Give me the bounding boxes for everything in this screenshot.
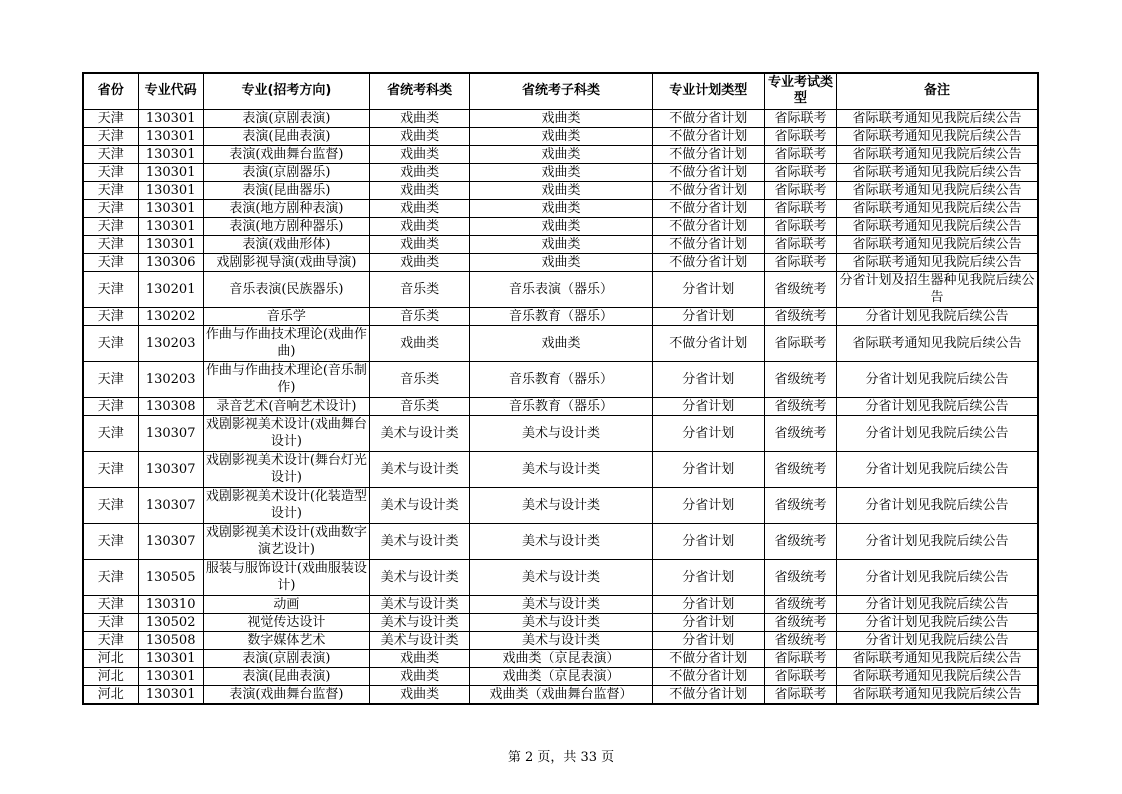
cell-exam-type: 省际联考 bbox=[764, 325, 836, 361]
cell-major-name: 戏剧影视美术设计(舞台灯光设计) bbox=[203, 451, 369, 487]
cell-exam-category: 戏曲类 bbox=[370, 109, 470, 127]
cell-plan-type: 分省计划 bbox=[652, 271, 764, 307]
cell-exam-category: 美术与设计类 bbox=[370, 451, 470, 487]
cell-province: 天津 bbox=[83, 487, 138, 523]
cell-remark: 省际联考通知见我院后续公告 bbox=[837, 217, 1038, 235]
cell-major-code: 130301 bbox=[138, 649, 203, 667]
cell-province: 天津 bbox=[83, 253, 138, 271]
cell-major-name: 表演(京剧表演) bbox=[203, 109, 369, 127]
cell-province: 天津 bbox=[83, 217, 138, 235]
cell-exam-subcategory: 美术与设计类 bbox=[470, 487, 652, 523]
cell-plan-type: 分省计划 bbox=[652, 487, 764, 523]
table-row bbox=[83, 307, 1038, 325]
cell-exam-category: 美术与设计类 bbox=[370, 559, 470, 595]
cell-exam-category: 美术与设计类 bbox=[370, 595, 470, 613]
table-row bbox=[83, 595, 1038, 613]
cell-major-code: 130508 bbox=[138, 631, 203, 649]
cell-plan-type: 分省计划 bbox=[652, 361, 764, 397]
cell-remark: 省际联考通知见我院后续公告 bbox=[837, 127, 1038, 145]
cell-exam-category: 戏曲类 bbox=[370, 667, 470, 685]
cell-major-code: 130301 bbox=[138, 667, 203, 685]
cell-plan-type: 分省计划 bbox=[652, 523, 764, 559]
cell-exam-type: 省际联考 bbox=[764, 685, 836, 704]
cell-major-name: 戏剧影视美术设计(戏曲舞台设计) bbox=[203, 415, 369, 451]
cell-exam-category: 美术与设计类 bbox=[370, 523, 470, 559]
cell-remark: 分省计划及招生器种见我院后续公告 bbox=[837, 271, 1038, 307]
cell-plan-type: 不做分省计划 bbox=[652, 163, 764, 181]
cell-exam-type: 省际联考 bbox=[764, 649, 836, 667]
cell-exam-subcategory: 戏曲类（京昆表演） bbox=[470, 649, 652, 667]
table-row bbox=[83, 685, 1038, 704]
cell-province: 天津 bbox=[83, 595, 138, 613]
cell-plan-type: 分省计划 bbox=[652, 397, 764, 415]
cell-province: 天津 bbox=[83, 523, 138, 559]
cell-exam-type: 省级统考 bbox=[764, 397, 836, 415]
cell-province: 天津 bbox=[83, 235, 138, 253]
cell-major-name: 表演(昆曲表演) bbox=[203, 127, 369, 145]
cell-exam-type: 省级统考 bbox=[764, 361, 836, 397]
table-row bbox=[83, 559, 1038, 595]
cell-major-name: 录音艺术(音响艺术设计) bbox=[203, 397, 369, 415]
cell-remark: 分省计划见我院后续公告 bbox=[837, 559, 1038, 595]
cell-exam-type: 省级统考 bbox=[764, 487, 836, 523]
admissions-table bbox=[82, 72, 1039, 705]
cell-province: 天津 bbox=[83, 451, 138, 487]
table-row bbox=[83, 667, 1038, 685]
cell-major-name: 戏剧影视美术设计(戏曲数字演艺设计) bbox=[203, 523, 369, 559]
cell-major-code: 130301 bbox=[138, 181, 203, 199]
cell-exam-type: 省级统考 bbox=[764, 613, 836, 631]
table-row bbox=[83, 127, 1038, 145]
table-row bbox=[83, 271, 1038, 307]
cell-exam-subcategory: 美术与设计类 bbox=[470, 415, 652, 451]
cell-exam-type: 省级统考 bbox=[764, 307, 836, 325]
cell-exam-subcategory: 戏曲类 bbox=[470, 217, 652, 235]
cell-exam-category: 戏曲类 bbox=[370, 235, 470, 253]
header-exam-type: 专业考试类型 bbox=[764, 73, 836, 109]
cell-exam-type: 省级统考 bbox=[764, 415, 836, 451]
cell-remark: 分省计划见我院后续公告 bbox=[837, 397, 1038, 415]
table-row bbox=[83, 631, 1038, 649]
table-row bbox=[83, 397, 1038, 415]
cell-exam-category: 美术与设计类 bbox=[370, 415, 470, 451]
cell-exam-subcategory: 美术与设计类 bbox=[470, 523, 652, 559]
cell-exam-category: 戏曲类 bbox=[370, 685, 470, 704]
table-row bbox=[83, 523, 1038, 559]
cell-major-name: 作曲与作曲技术理论(戏曲作曲) bbox=[203, 325, 369, 361]
cell-major-name: 服装与服饰设计(戏曲服装设计) bbox=[203, 559, 369, 595]
cell-major-code: 130301 bbox=[138, 685, 203, 704]
cell-remark: 分省计划见我院后续公告 bbox=[837, 613, 1038, 631]
cell-exam-type: 省际联考 bbox=[764, 145, 836, 163]
cell-plan-type: 不做分省计划 bbox=[652, 649, 764, 667]
cell-exam-subcategory: 戏曲类 bbox=[470, 109, 652, 127]
cell-plan-type: 不做分省计划 bbox=[652, 199, 764, 217]
cell-exam-type: 省际联考 bbox=[764, 253, 836, 271]
table-row bbox=[83, 253, 1038, 271]
cell-exam-type: 省际联考 bbox=[764, 667, 836, 685]
cell-remark: 分省计划见我院后续公告 bbox=[837, 595, 1038, 613]
cell-exam-type: 省级统考 bbox=[764, 523, 836, 559]
header-major-name: 专业(招考方向) bbox=[203, 73, 369, 109]
cell-major-name: 数字媒体艺术 bbox=[203, 631, 369, 649]
cell-plan-type: 不做分省计划 bbox=[652, 667, 764, 685]
cell-exam-subcategory: 戏曲类 bbox=[470, 235, 652, 253]
cell-exam-subcategory: 戏曲类 bbox=[470, 325, 652, 361]
cell-exam-category: 戏曲类 bbox=[370, 649, 470, 667]
cell-remark: 分省计划见我院后续公告 bbox=[837, 523, 1038, 559]
cell-plan-type: 不做分省计划 bbox=[652, 145, 764, 163]
cell-exam-subcategory: 美术与设计类 bbox=[470, 613, 652, 631]
cell-plan-type: 分省计划 bbox=[652, 595, 764, 613]
cell-major-code: 130301 bbox=[138, 145, 203, 163]
cell-major-code: 130203 bbox=[138, 361, 203, 397]
cell-exam-subcategory: 美术与设计类 bbox=[470, 595, 652, 613]
cell-exam-type: 省际联考 bbox=[764, 127, 836, 145]
cell-major-name: 视觉传达设计 bbox=[203, 613, 369, 631]
cell-major-name: 表演(京剧器乐) bbox=[203, 163, 369, 181]
cell-exam-type: 省际联考 bbox=[764, 235, 836, 253]
cell-province: 天津 bbox=[83, 163, 138, 181]
cell-exam-category: 美术与设计类 bbox=[370, 487, 470, 523]
cell-province: 天津 bbox=[83, 631, 138, 649]
cell-province: 天津 bbox=[83, 415, 138, 451]
cell-exam-type: 省际联考 bbox=[764, 181, 836, 199]
header-major-code: 专业代码 bbox=[138, 73, 203, 109]
cell-major-code: 130505 bbox=[138, 559, 203, 595]
cell-remark: 省际联考通知见我院后续公告 bbox=[837, 163, 1038, 181]
table-body bbox=[83, 109, 1038, 704]
cell-plan-type: 分省计划 bbox=[652, 559, 764, 595]
cell-exam-category: 戏曲类 bbox=[370, 199, 470, 217]
cell-remark: 分省计划见我院后续公告 bbox=[837, 451, 1038, 487]
cell-plan-type: 不做分省计划 bbox=[652, 685, 764, 704]
cell-remark: 分省计划见我院后续公告 bbox=[837, 361, 1038, 397]
header-province: 省份 bbox=[83, 73, 138, 109]
cell-major-code: 130301 bbox=[138, 217, 203, 235]
cell-exam-category: 音乐类 bbox=[370, 307, 470, 325]
cell-major-code: 130301 bbox=[138, 127, 203, 145]
table-row bbox=[83, 451, 1038, 487]
header-remark: 备注 bbox=[837, 73, 1038, 109]
cell-exam-subcategory: 音乐教育（器乐） bbox=[470, 397, 652, 415]
cell-major-name: 表演(昆曲器乐) bbox=[203, 181, 369, 199]
cell-exam-type: 省级统考 bbox=[764, 451, 836, 487]
cell-major-name: 表演(京剧表演) bbox=[203, 649, 369, 667]
cell-exam-category: 美术与设计类 bbox=[370, 613, 470, 631]
cell-remark: 省际联考通知见我院后续公告 bbox=[837, 685, 1038, 704]
cell-major-name: 作曲与作曲技术理论(音乐制作) bbox=[203, 361, 369, 397]
cell-remark: 分省计划见我院后续公告 bbox=[837, 487, 1038, 523]
cell-province: 天津 bbox=[83, 127, 138, 145]
cell-plan-type: 不做分省计划 bbox=[652, 235, 764, 253]
cell-remark: 省际联考通知见我院后续公告 bbox=[837, 253, 1038, 271]
cell-major-code: 130310 bbox=[138, 595, 203, 613]
cell-exam-category: 戏曲类 bbox=[370, 217, 470, 235]
cell-remark: 分省计划见我院后续公告 bbox=[837, 415, 1038, 451]
cell-major-code: 130301 bbox=[138, 235, 203, 253]
cell-exam-subcategory: 戏曲类 bbox=[470, 199, 652, 217]
cell-remark: 省际联考通知见我院后续公告 bbox=[837, 667, 1038, 685]
header-row bbox=[83, 73, 1038, 109]
cell-major-code: 130301 bbox=[138, 199, 203, 217]
table-row bbox=[83, 613, 1038, 631]
cell-exam-category: 戏曲类 bbox=[370, 145, 470, 163]
table-row bbox=[83, 109, 1038, 127]
header-exam-subcategory: 省统考子科类 bbox=[470, 73, 652, 109]
table-row bbox=[83, 235, 1038, 253]
cell-exam-type: 省际联考 bbox=[764, 199, 836, 217]
cell-exam-subcategory: 戏曲类（戏曲舞台监督） bbox=[470, 685, 652, 704]
cell-major-name: 音乐表演(民族器乐) bbox=[203, 271, 369, 307]
cell-exam-subcategory: 美术与设计类 bbox=[470, 451, 652, 487]
cell-plan-type: 不做分省计划 bbox=[652, 181, 764, 199]
header-exam-category: 省统考科类 bbox=[370, 73, 470, 109]
cell-major-name: 音乐学 bbox=[203, 307, 369, 325]
cell-exam-type: 省级统考 bbox=[764, 595, 836, 613]
cell-major-name: 表演(地方剧种表演) bbox=[203, 199, 369, 217]
cell-major-code: 130307 bbox=[138, 487, 203, 523]
cell-province: 天津 bbox=[83, 307, 138, 325]
table-row bbox=[83, 361, 1038, 397]
cell-exam-subcategory: 戏曲类 bbox=[470, 145, 652, 163]
cell-exam-type: 省际联考 bbox=[764, 163, 836, 181]
cell-remark: 省际联考通知见我院后续公告 bbox=[837, 109, 1038, 127]
table-row bbox=[83, 163, 1038, 181]
cell-exam-subcategory: 音乐教育（器乐） bbox=[470, 361, 652, 397]
cell-exam-category: 音乐类 bbox=[370, 361, 470, 397]
cell-major-code: 130307 bbox=[138, 415, 203, 451]
header-plan-type: 专业计划类型 bbox=[652, 73, 764, 109]
cell-plan-type: 不做分省计划 bbox=[652, 253, 764, 271]
cell-province: 天津 bbox=[83, 325, 138, 361]
cell-major-name: 戏剧影视导演(戏曲导演) bbox=[203, 253, 369, 271]
cell-exam-subcategory: 美术与设计类 bbox=[470, 631, 652, 649]
cell-major-code: 130301 bbox=[138, 163, 203, 181]
cell-exam-category: 戏曲类 bbox=[370, 325, 470, 361]
cell-major-code: 130307 bbox=[138, 523, 203, 559]
cell-major-code: 130201 bbox=[138, 271, 203, 307]
table-row bbox=[83, 145, 1038, 163]
cell-remark: 省际联考通知见我院后续公告 bbox=[837, 325, 1038, 361]
cell-exam-subcategory: 音乐教育（器乐） bbox=[470, 307, 652, 325]
table-row bbox=[83, 199, 1038, 217]
cell-exam-type: 省级统考 bbox=[764, 559, 836, 595]
cell-province: 天津 bbox=[83, 559, 138, 595]
cell-remark: 分省计划见我院后续公告 bbox=[837, 631, 1038, 649]
table-row bbox=[83, 415, 1038, 451]
cell-major-name: 表演(戏曲舞台监督) bbox=[203, 145, 369, 163]
cell-exam-type: 省际联考 bbox=[764, 109, 836, 127]
table-row bbox=[83, 217, 1038, 235]
cell-plan-type: 分省计划 bbox=[652, 307, 764, 325]
table-row bbox=[83, 487, 1038, 523]
cell-exam-category: 美术与设计类 bbox=[370, 631, 470, 649]
cell-province: 天津 bbox=[83, 145, 138, 163]
cell-province: 天津 bbox=[83, 181, 138, 199]
cell-plan-type: 分省计划 bbox=[652, 415, 764, 451]
cell-province: 天津 bbox=[83, 613, 138, 631]
cell-plan-type: 分省计划 bbox=[652, 613, 764, 631]
cell-province: 天津 bbox=[83, 109, 138, 127]
table-row bbox=[83, 181, 1038, 199]
cell-province: 天津 bbox=[83, 361, 138, 397]
page-number: 第 2 页，共 33 页 bbox=[507, 750, 615, 765]
cell-plan-type: 不做分省计划 bbox=[652, 127, 764, 145]
cell-remark: 省际联考通知见我院后续公告 bbox=[837, 649, 1038, 667]
cell-exam-subcategory: 戏曲类 bbox=[470, 163, 652, 181]
cell-exam-subcategory: 戏曲类 bbox=[470, 253, 652, 271]
cell-exam-subcategory: 美术与设计类 bbox=[470, 559, 652, 595]
cell-exam-type: 省级统考 bbox=[764, 631, 836, 649]
cell-exam-subcategory: 戏曲类 bbox=[470, 181, 652, 199]
cell-major-code: 130306 bbox=[138, 253, 203, 271]
cell-exam-category: 戏曲类 bbox=[370, 163, 470, 181]
cell-remark: 省际联考通知见我院后续公告 bbox=[837, 199, 1038, 217]
cell-plan-type: 不做分省计划 bbox=[652, 109, 764, 127]
cell-exam-type: 省级统考 bbox=[764, 271, 836, 307]
cell-plan-type: 不做分省计划 bbox=[652, 325, 764, 361]
cell-plan-type: 不做分省计划 bbox=[652, 217, 764, 235]
cell-province: 天津 bbox=[83, 271, 138, 307]
cell-remark: 省际联考通知见我院后续公告 bbox=[837, 145, 1038, 163]
cell-province: 河北 bbox=[83, 667, 138, 685]
cell-major-name: 表演(戏曲形体) bbox=[203, 235, 369, 253]
cell-major-code: 130203 bbox=[138, 325, 203, 361]
cell-province: 河北 bbox=[83, 685, 138, 704]
cell-exam-category: 音乐类 bbox=[370, 271, 470, 307]
cell-remark: 分省计划见我院后续公告 bbox=[837, 307, 1038, 325]
cell-major-code: 130308 bbox=[138, 397, 203, 415]
cell-major-name: 戏剧影视美术设计(化装造型设计) bbox=[203, 487, 369, 523]
cell-remark: 省际联考通知见我院后续公告 bbox=[837, 181, 1038, 199]
cell-exam-category: 戏曲类 bbox=[370, 127, 470, 145]
cell-plan-type: 分省计划 bbox=[652, 451, 764, 487]
cell-exam-subcategory: 戏曲类 bbox=[470, 127, 652, 145]
cell-exam-category: 音乐类 bbox=[370, 397, 470, 415]
cell-major-name: 表演(地方剧种器乐) bbox=[203, 217, 369, 235]
table-row bbox=[83, 325, 1038, 361]
cell-province: 河北 bbox=[83, 649, 138, 667]
cell-exam-subcategory: 戏曲类（京昆表演） bbox=[470, 667, 652, 685]
cell-major-code: 130202 bbox=[138, 307, 203, 325]
cell-major-code: 130307 bbox=[138, 451, 203, 487]
cell-province: 天津 bbox=[83, 199, 138, 217]
cell-major-name: 表演(戏曲舞台监督) bbox=[203, 685, 369, 704]
cell-remark: 省际联考通知见我院后续公告 bbox=[837, 235, 1038, 253]
cell-major-name: 动画 bbox=[203, 595, 369, 613]
cell-major-code: 130502 bbox=[138, 613, 203, 631]
cell-province: 天津 bbox=[83, 397, 138, 415]
cell-major-code: 130301 bbox=[138, 109, 203, 127]
cell-plan-type: 分省计划 bbox=[652, 631, 764, 649]
cell-exam-category: 戏曲类 bbox=[370, 253, 470, 271]
cell-major-name: 表演(昆曲表演) bbox=[203, 667, 369, 685]
cell-exam-category: 戏曲类 bbox=[370, 181, 470, 199]
table-row bbox=[83, 649, 1038, 667]
cell-exam-type: 省际联考 bbox=[764, 217, 836, 235]
cell-exam-subcategory: 音乐表演（器乐） bbox=[470, 271, 652, 307]
